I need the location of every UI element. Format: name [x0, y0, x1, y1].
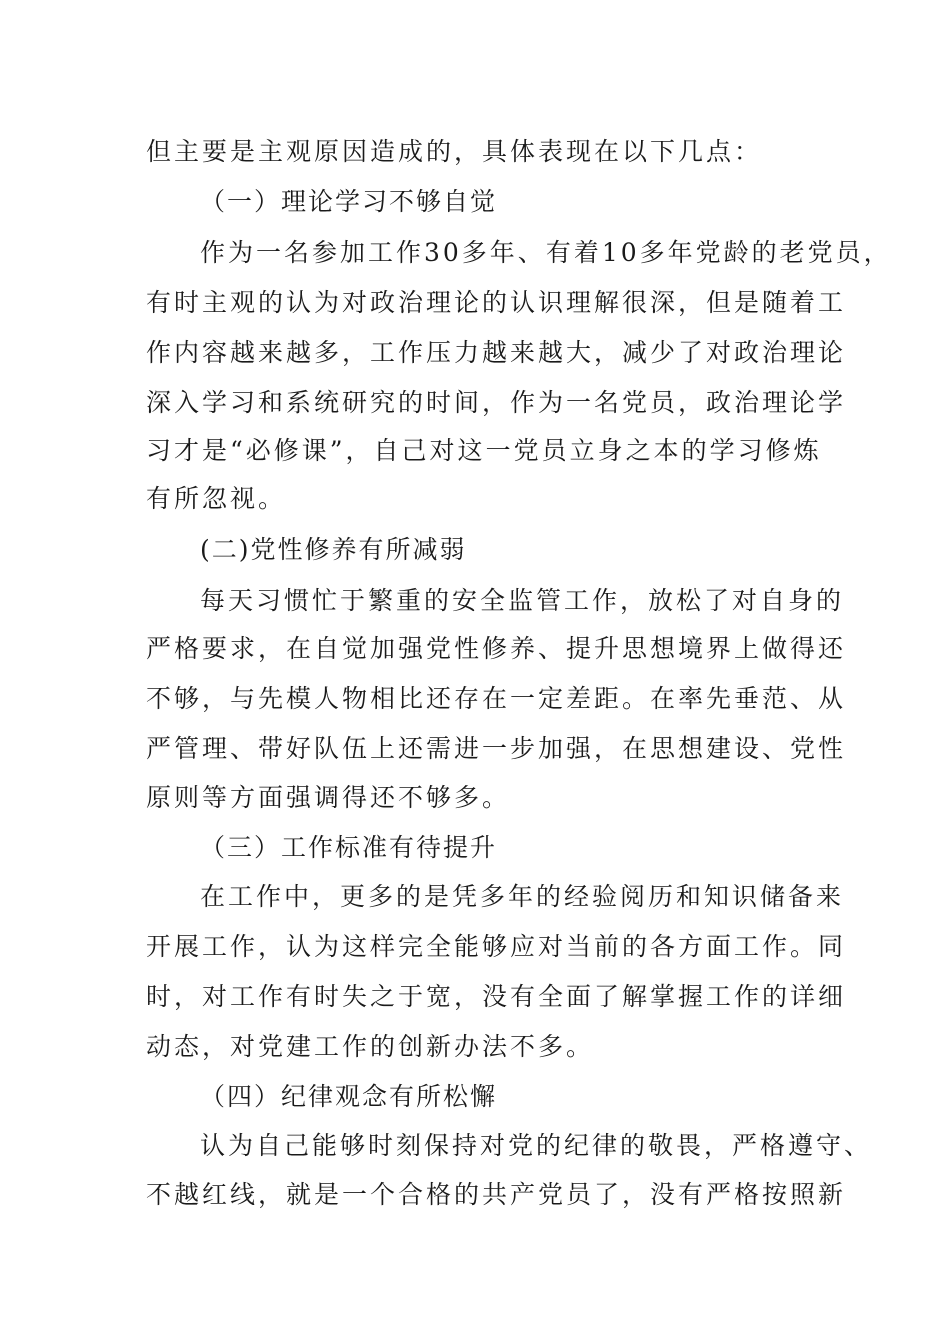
paragraph-line: 有所忽视。 — [146, 484, 287, 513]
paragraph-line: 严格要求，在自觉加强党性修养、提升思想境界上做得还 — [146, 634, 847, 663]
paragraph-line: 作内容越来越多，工作压力越来越大，减少了对政治理论 — [146, 338, 847, 367]
paragraph-line: 动态，对党建工作的创新办法不多。 — [146, 1032, 595, 1061]
paragraph-line: 时，对工作有时失之于宽，没有全面了解掌握工作的详细 — [146, 982, 847, 1011]
paragraph-line: 不够，与先模人物相比还存在一定差距。在率先垂范、从 — [146, 684, 847, 713]
paragraph-line: 认为自己能够时刻保持对党的纪律的敬畏，严格遵守、 — [200, 1131, 873, 1160]
paragraph-line: 有时主观的认为对政治理论的认识理解很深，但是随着工 — [146, 288, 847, 317]
paragraph-line: 在工作中，更多的是凭多年的经验阅历和知识储备来 — [200, 882, 845, 911]
paragraph-line: 不越红线，就是一个合格的共产党员了，没有严格按照新 — [146, 1180, 847, 1209]
section-heading: (二)党性修养有所减弱 — [200, 535, 467, 564]
paragraph-line: 严管理、带好队伍上还需进一步加强，在思想建设、党性 — [146, 734, 847, 763]
paragraph-line: 习才是“必修课”，自己对这一党员立身之本的学习修炼 — [146, 436, 822, 465]
section-heading: （一）理论学习不够自觉 — [200, 187, 498, 216]
paragraph-line: 深入学习和系统研究的时间，作为一名党员，政治理论学 — [146, 388, 847, 417]
text-line: 但主要是主观原因造成的，具体表现在以下几点： — [146, 137, 763, 166]
section-heading: （四）纪律观念有所松懈 — [200, 1082, 498, 1111]
paragraph-line: 原则等方面强调得还不够多。 — [146, 783, 511, 812]
paragraph-line: 作为一名参加工作30多年、有着10多年党龄的老党员， — [200, 238, 892, 267]
paragraph-line: 每天习惯忙于繁重的安全监管工作，放松了对自身的 — [200, 586, 845, 615]
paragraph-line: 开展工作，认为这样完全能够应对当前的各方面工作。同 — [146, 932, 847, 961]
section-heading: （三）工作标准有待提升 — [200, 833, 498, 862]
